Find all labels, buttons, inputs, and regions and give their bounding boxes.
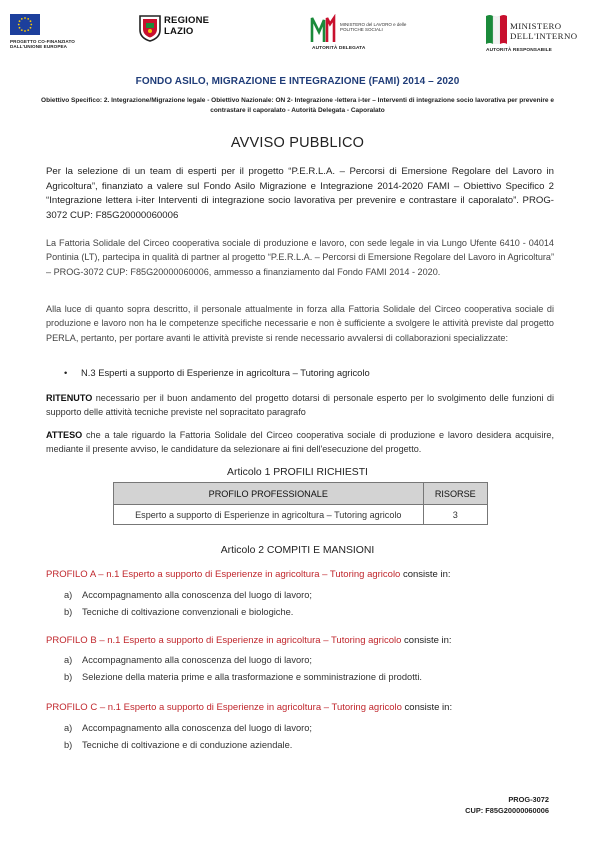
footer-cup: CUP: F85G20000060006 — [465, 806, 549, 815]
footer-prog: PROG-3072 — [508, 795, 549, 804]
table-header-row — [114, 483, 488, 505]
list-text: Accompagnamento alla conoscenza del luogo di lavoro; — [82, 655, 312, 665]
header-risorse: RISORSE — [423, 483, 487, 505]
list-marker: b) — [64, 740, 73, 750]
regione-lazio-label: REGIONE LAZIO — [164, 15, 210, 37]
profilo-a-suffix: consiste in: — [400, 569, 451, 580]
list-marker: a) — [64, 590, 73, 600]
profilo-a-heading — [46, 569, 451, 580]
partner-paragraph: La Fattoria Solidale del Circeo cooperativa sociale di produzione e lavoro, con sede legale in via Lungo Ufente 6410 - 04014 Pontinia (LT), partecipa in qualità di partner al progetto “P.E.R.L.A. – Percorsi di Emersione Regolare del Lavoro in Agricoltura” – PROG-3072 CUP: F85G20000060006, ammesso a finanziamento dal Fondo FAMI 2014 - 2020. — [46, 238, 554, 277]
regione-lazio-emblem-icon — [138, 14, 162, 42]
header-profilo: PROFILO PROFESSIONALE — [114, 483, 424, 505]
articolo-2-title: Articolo 2 COMPITI E MANSIONI — [220, 545, 375, 556]
profili-table — [113, 482, 488, 525]
profilo-c-heading — [46, 702, 452, 713]
eu-logo — [10, 14, 110, 50]
ritenuto-text: necessario per il buon andamento del progetto dotarsi di personale esperto per lo svolgimento delle funzioni di supporto delle attività tecniche previste nel sopracitato paragrafo — [46, 393, 554, 418]
profilo-a-label: PROFILO A – n.1 Esperto a supporto di Esperienze in agricoltura – Tutoring agricolo — [46, 569, 401, 580]
autorita-delegata-caption: AUTORITÀ DELEGATA — [312, 46, 366, 51]
atteso-paragraph — [46, 428, 554, 457]
page-title: AVVISO PUBBLICO — [230, 135, 365, 151]
page-footer — [465, 794, 549, 816]
profilo-c-suffix: consiste in: — [401, 702, 453, 713]
profilo-b-label: PROFILO B – n.1 Esperto a supporto di Esperienze in agricoltura – Tutoring agricolo — [46, 635, 402, 646]
list-text: Accompagnamento alla conoscenza del luogo di lavoro; — [82, 590, 312, 600]
list-marker: b) — [64, 672, 73, 682]
ministero-interno-logo — [480, 14, 585, 64]
profilo-b-suffix: consiste in: — [401, 635, 452, 646]
profilo-c-label: PROFILO C – n.1 Esperto a supporto di Esperienze in agricoltura – Tutoring agricolo — [46, 702, 402, 713]
regione-lazio-logo — [138, 14, 218, 46]
fondo-title: FONDO ASILO, MIGRAZIONE E INTEGRAZIONE (FAMI) 2014 – 2020 — [135, 76, 460, 87]
ritenuto-keyword: RITENUTO — [46, 393, 93, 403]
cell-risorse: 3 — [423, 505, 487, 525]
logo-header — [10, 14, 585, 66]
bullet-text: N.3 Esperti a supporto di Esperienze in agricoltura – Tutoring agricolo — [81, 367, 370, 378]
atteso-text: che a tale riguardo la Fattoria Solidale del Circeo cooperativa sociale di produzione e lavoro desidera acquisire, mediante il presente avviso, le candidature da selezionare ai fini dell'esecuzione del progetto. — [46, 430, 554, 455]
intro-paragraph: Per la selezione di un team di esperti per il progetto “P.E.R.L.A. – Percorsi di Emersione Regolare del Lavoro in Agricoltura”, finanziato a valere sul Fondo Asilo Migrazione e Integrazione 2014-2020 FAMI – Obiettivo Specifico 2 “Integrazione lettera i-iter Interventi di integrazione socio lavorativa per prevenire e contrastare il caporalato”. PROG-3072 CUP: F85G20000060006 — [46, 166, 554, 222]
table-row — [114, 505, 488, 525]
list-text: Accompagnamento alla conoscenza del luogo di lavoro; — [82, 723, 312, 733]
list-marker: a) — [64, 655, 73, 665]
list-text: Tecniche di coltivazione convenzionali e biologiche. — [82, 607, 294, 617]
eu-flag-icon — [10, 14, 40, 35]
ministero-lavoro-logo-icon — [310, 14, 338, 44]
profilo-b-heading — [46, 635, 452, 646]
cell-profilo: Esperto a supporto di Esperienze in agricoltura – Tutoring agricolo — [114, 505, 424, 525]
autorita-responsabile-caption: AUTORITÀ RESPONSABILE — [486, 48, 552, 53]
articolo-1-title: Articolo 1 PROFILI RICHIESTI — [227, 467, 368, 478]
atteso-keyword: ATTESO — [46, 430, 83, 440]
italian-flag-icon — [486, 14, 508, 44]
ritenuto-paragraph — [46, 391, 554, 420]
list-marker: b) — [64, 607, 73, 617]
obiettivo-specifico: Obiettivo Specifico: 2. Integrazione/Migrazione legale - Obiettivo Nazionale: ON 2- Integrazione -lettera i-ter – Interventi di integrazione socio lavorativa per prevenire e contrastare il caporalato - Autorità Delegata - Caporalato — [41, 97, 554, 114]
list-text: Selezione della materia prime e alla trasformazione e somministrazione di prodotti. — [82, 672, 423, 682]
need-paragraph: Alla luce di quanto sopra descritto, il personale attualmente in forza alla Fattoria Solidale del Circeo cooperativa sociale di produzione e lavoro non ha le competenze specifiche necessarie e non è sufficiente a svolgere le attività previste dal progetto PERLA, pertanto, per portare avanti le attività previste si rende necessario avvalersi di collaborazioni specializzate: — [46, 304, 554, 343]
ministero-lavoro-name: MINISTERO del LAVORO e delle POLITICHE SOCIALI — [340, 22, 407, 32]
list-marker: a) — [64, 723, 73, 733]
ministero-lavoro-logo — [310, 14, 425, 64]
bullet-symbol: • — [64, 367, 68, 378]
ministero-interno-name: MINISTERO DELL'INTERNO — [510, 21, 578, 41]
eu-caption: PROGETTO CO-FINANZIATO DALL'UNIONE EUROPEA — [10, 39, 75, 50]
list-text: Tecniche di coltivazione e di conduzione aziendale. — [82, 740, 293, 750]
